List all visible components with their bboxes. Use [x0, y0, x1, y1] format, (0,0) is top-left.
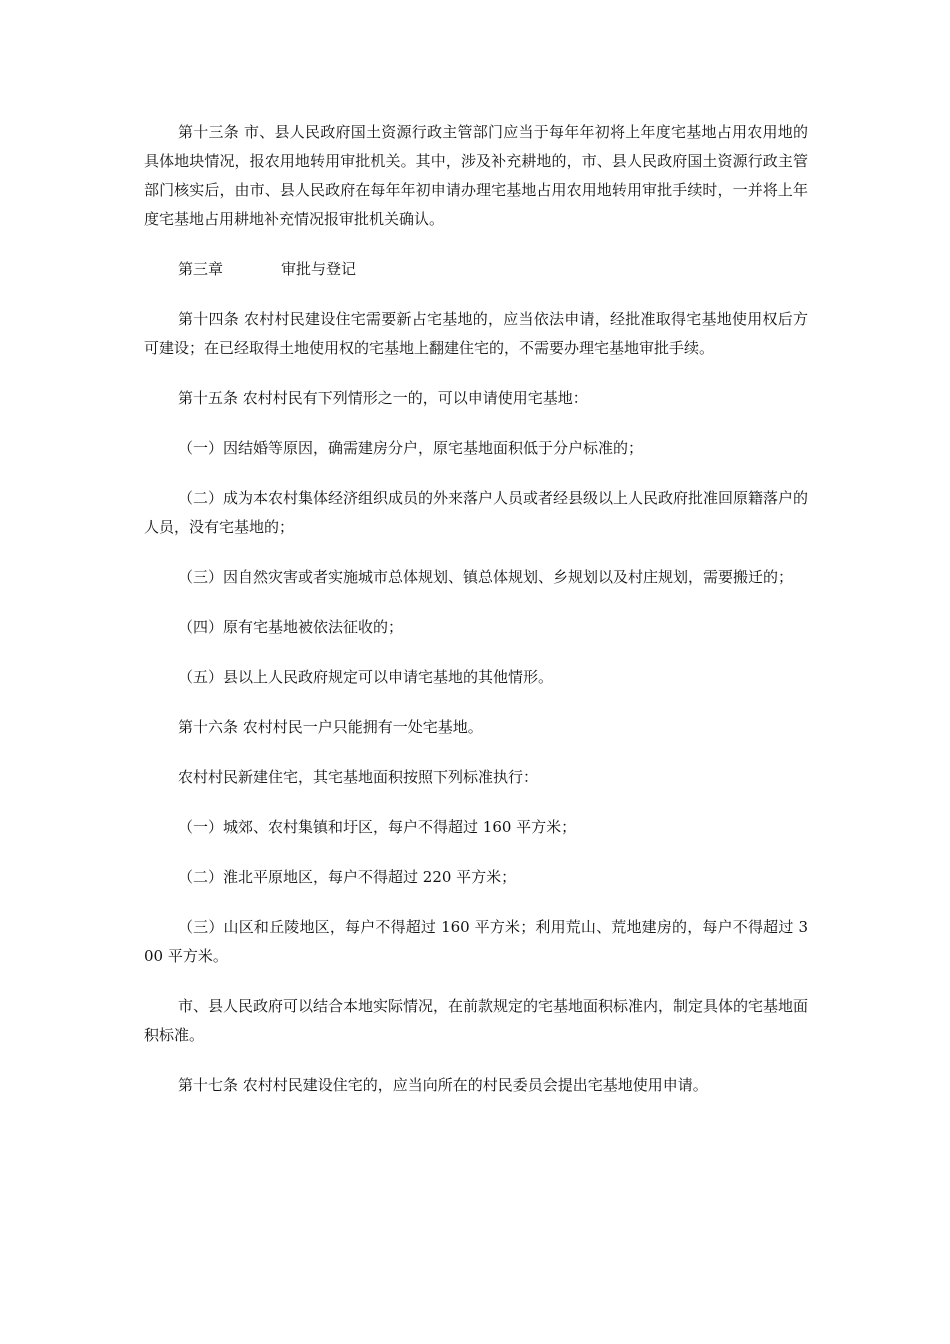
article-16-standards-intro: 农村村民新建住宅，其宅基地面积按照下列标准执行：	[178, 768, 539, 786]
article-15-item-3: （三）因自然灾害或者实施城市总体规划、镇总体规划、乡规划以及村庄规划，需要搬迁的；	[178, 568, 794, 586]
article-16-local-standard: 市、县人民政府可以结合本地实际情况，在前款规定的宅基地面积标准内，制定具体的宅基地面积标准。	[144, 997, 809, 1044]
chapter-title: 审批与登记	[281, 260, 357, 278]
document-body	[144, 118, 808, 1121]
article-15-item-5: （五）县以上人民政府规定可以申请宅基地的其他情形。	[178, 668, 554, 686]
article-14: 第十四条 农村村民建设住宅需要新占宅基地的，应当依法申请，经批准取得宅基地使用权后方可建设；在已经取得土地使用权的宅基地上翻建住宅的，不需要办理宅基地审批手续。	[144, 310, 808, 357]
article-16-item-1: （一）城郊、农村集镇和圩区，每户不得超过 160 平方米；	[178, 818, 577, 836]
article-15: 第十五条 农村村民有下列情形之一的，可以申请使用宅基地：	[178, 389, 588, 407]
chapter-heading	[144, 255, 808, 284]
article-16-item-2: （二）淮北平原地区，每户不得超过 220 平方米；	[178, 868, 517, 886]
article-15-item-1: （一）因结婚等原因，确需建房分户，原宅基地面积低于分户标准的；	[178, 439, 644, 457]
chapter-number: 第三章	[178, 260, 224, 278]
article-15-item-2: （二）成为本农村集体经济组织成员的外来落户人员或者经县级以上人民政府批准回原籍落户的人员，没有宅基地的；	[144, 489, 809, 536]
article-16: 第十六条 农村村民一户只能拥有一处宅基地。	[178, 718, 483, 736]
article-13: 第十三条 市、县人民政府国土资源行政主管部门应当于每年年初将上年度宅基地占用农用地的具体地块情况，报农用地转用审批机关。其中，涉及补充耕地的，市、县人民政府国土资源行政主管部门核实后，由市、县人民政府在每年年初申请办理宅基地占用农用地转用审批手续时，一并将上年度宅基地占用耕地补充情况报审批机关确认。	[144, 123, 808, 228]
article-17: 第十七条 农村村民建设住宅的，应当向所在的村民委员会提出宅基地使用申请。	[178, 1076, 708, 1094]
article-15-item-4: （四）原有宅基地被依法征收的；	[178, 618, 404, 636]
article-16-item-3: （三）山区和丘陵地区，每户不得超过 160 平方米；利用荒山、荒地建房的，每户不得超过 300 平方米。	[144, 918, 808, 965]
